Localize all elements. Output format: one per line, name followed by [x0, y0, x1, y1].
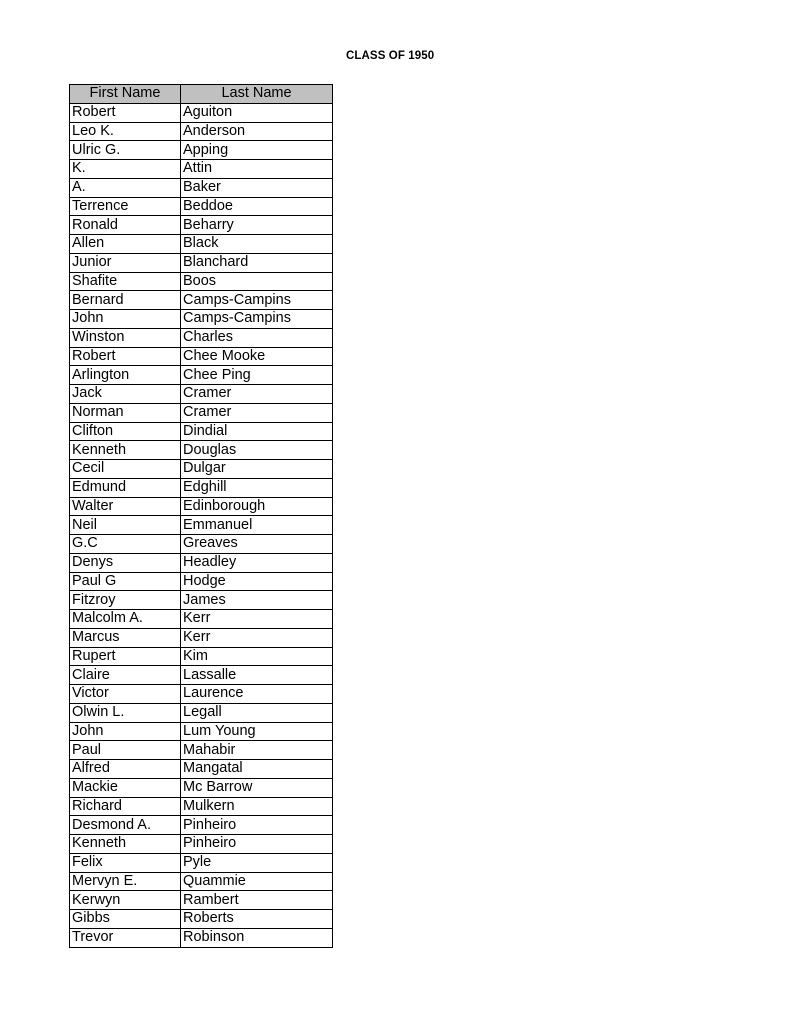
- last-name-cell: Chee Ping: [181, 366, 333, 385]
- last-name-cell: Dulgar: [181, 460, 333, 479]
- last-name-cell: Anderson: [181, 122, 333, 141]
- table-row: [70, 385, 333, 404]
- last-name-cell: Douglas: [181, 441, 333, 460]
- last-name-cell: Pinheiro: [181, 816, 333, 835]
- first-name-cell: Denys: [70, 553, 181, 572]
- last-name-cell: Headley: [181, 553, 333, 572]
- table-row: [70, 741, 333, 760]
- table-row: [70, 178, 333, 197]
- first-name-cell: John: [70, 310, 181, 329]
- table-row: [70, 853, 333, 872]
- first-name-cell: Arlington: [70, 366, 181, 385]
- last-name-cell: Roberts: [181, 910, 333, 929]
- table-row: [70, 666, 333, 685]
- last-name-cell: Kim: [181, 647, 333, 666]
- table-row: [70, 628, 333, 647]
- first-name-cell: Shafite: [70, 272, 181, 291]
- last-name-cell: Chee Mooke: [181, 347, 333, 366]
- last-name-cell: Laurence: [181, 685, 333, 704]
- table-row: [70, 272, 333, 291]
- table-row: [70, 591, 333, 610]
- first-name-cell: Robert: [70, 103, 181, 122]
- first-name-cell: Kerwyn: [70, 891, 181, 910]
- last-name-cell: James: [181, 591, 333, 610]
- last-name-cell: Beddoe: [181, 197, 333, 216]
- last-name-cell: Cramer: [181, 403, 333, 422]
- table-row: [70, 553, 333, 572]
- last-name-cell: Emmanuel: [181, 516, 333, 535]
- first-name-cell: Kenneth: [70, 835, 181, 854]
- first-name-cell: Allen: [70, 235, 181, 254]
- table-row: [70, 328, 333, 347]
- first-name-cell: Clifton: [70, 422, 181, 441]
- table-row: [70, 403, 333, 422]
- last-name-cell: Mc Barrow: [181, 778, 333, 797]
- first-name-cell: Paul: [70, 741, 181, 760]
- last-name-cell: Attin: [181, 160, 333, 179]
- first-name-cell: Felix: [70, 853, 181, 872]
- first-name-cell: Mackie: [70, 778, 181, 797]
- first-name-cell: Junior: [70, 253, 181, 272]
- table-row: [70, 197, 333, 216]
- last-name-cell: Mahabir: [181, 741, 333, 760]
- table-row: [70, 610, 333, 629]
- table-row: [70, 516, 333, 535]
- last-name-cell: Lassalle: [181, 666, 333, 685]
- last-name-cell: Kerr: [181, 628, 333, 647]
- column-header-last-name: Last Name: [181, 85, 333, 104]
- table-row: [70, 460, 333, 479]
- first-name-cell: Gibbs: [70, 910, 181, 929]
- table-row: [70, 235, 333, 254]
- first-name-cell: Victor: [70, 685, 181, 704]
- first-name-cell: Winston: [70, 328, 181, 347]
- table-row: [70, 835, 333, 854]
- first-name-cell: Alfred: [70, 760, 181, 779]
- first-name-cell: Fitzroy: [70, 591, 181, 610]
- first-name-cell: G.C: [70, 535, 181, 554]
- first-name-cell: Terrence: [70, 197, 181, 216]
- first-name-cell: Bernard: [70, 291, 181, 310]
- last-name-cell: Apping: [181, 141, 333, 160]
- first-name-cell: Paul G: [70, 572, 181, 591]
- last-name-cell: Beharry: [181, 216, 333, 235]
- class-roster-table: [69, 84, 333, 948]
- first-name-cell: Mervyn E.: [70, 872, 181, 891]
- first-name-cell: Desmond A.: [70, 816, 181, 835]
- first-name-cell: Leo K.: [70, 122, 181, 141]
- last-name-cell: Quammie: [181, 872, 333, 891]
- table-row: [70, 216, 333, 235]
- first-name-cell: Neil: [70, 516, 181, 535]
- table-row: [70, 647, 333, 666]
- last-name-cell: Kerr: [181, 610, 333, 629]
- first-name-cell: Richard: [70, 797, 181, 816]
- table-row: [70, 310, 333, 329]
- last-name-cell: Baker: [181, 178, 333, 197]
- first-name-cell: Rupert: [70, 647, 181, 666]
- table-row: [70, 891, 333, 910]
- page-title: CLASS OF 1950: [346, 50, 435, 62]
- first-name-cell: Ronald: [70, 216, 181, 235]
- first-name-cell: Edmund: [70, 478, 181, 497]
- first-name-cell: Trevor: [70, 928, 181, 947]
- table-row: [70, 703, 333, 722]
- last-name-cell: Edinborough: [181, 497, 333, 516]
- table-row: [70, 478, 333, 497]
- first-name-cell: Cecil: [70, 460, 181, 479]
- table-row: [70, 141, 333, 160]
- table-row: [70, 797, 333, 816]
- last-name-cell: Dindial: [181, 422, 333, 441]
- first-name-cell: John: [70, 722, 181, 741]
- last-name-cell: Pyle: [181, 853, 333, 872]
- first-name-cell: Robert: [70, 347, 181, 366]
- last-name-cell: Cramer: [181, 385, 333, 404]
- table-row: [70, 722, 333, 741]
- last-name-cell: Hodge: [181, 572, 333, 591]
- first-name-cell: Ulric G.: [70, 141, 181, 160]
- first-name-cell: K.: [70, 160, 181, 179]
- column-header-first-name: First Name: [70, 85, 181, 104]
- first-name-cell: Claire: [70, 666, 181, 685]
- table-row: [70, 497, 333, 516]
- table-row: [70, 347, 333, 366]
- table-row: [70, 928, 333, 947]
- first-name-cell: Jack: [70, 385, 181, 404]
- last-name-cell: Robinson: [181, 928, 333, 947]
- last-name-cell: Camps-Campins: [181, 291, 333, 310]
- table-body: [70, 103, 333, 947]
- table-row: [70, 872, 333, 891]
- first-name-cell: Kenneth: [70, 441, 181, 460]
- table-row: [70, 441, 333, 460]
- last-name-cell: Aguiton: [181, 103, 333, 122]
- last-name-cell: Mangatal: [181, 760, 333, 779]
- last-name-cell: Rambert: [181, 891, 333, 910]
- last-name-cell: Legall: [181, 703, 333, 722]
- last-name-cell: Boos: [181, 272, 333, 291]
- last-name-cell: Blanchard: [181, 253, 333, 272]
- last-name-cell: Black: [181, 235, 333, 254]
- table-row: [70, 103, 333, 122]
- table-row: [70, 572, 333, 591]
- table-row: [70, 535, 333, 554]
- table-row: [70, 685, 333, 704]
- last-name-cell: Greaves: [181, 535, 333, 554]
- last-name-cell: Camps-Campins: [181, 310, 333, 329]
- last-name-cell: Mulkern: [181, 797, 333, 816]
- table-row: [70, 253, 333, 272]
- table-row: [70, 291, 333, 310]
- last-name-cell: Edghill: [181, 478, 333, 497]
- first-name-cell: Olwin L.: [70, 703, 181, 722]
- table-row: [70, 122, 333, 141]
- table-row: [70, 760, 333, 779]
- last-name-cell: Pinheiro: [181, 835, 333, 854]
- first-name-cell: Norman: [70, 403, 181, 422]
- table-row: [70, 422, 333, 441]
- table-row: [70, 778, 333, 797]
- first-name-cell: Walter: [70, 497, 181, 516]
- first-name-cell: A.: [70, 178, 181, 197]
- table-row: [70, 366, 333, 385]
- first-name-cell: Malcolm A.: [70, 610, 181, 629]
- table-row: [70, 910, 333, 929]
- last-name-cell: Lum Young: [181, 722, 333, 741]
- table-header-row: [70, 85, 333, 104]
- first-name-cell: Marcus: [70, 628, 181, 647]
- last-name-cell: Charles: [181, 328, 333, 347]
- table-row: [70, 816, 333, 835]
- table-row: [70, 160, 333, 179]
